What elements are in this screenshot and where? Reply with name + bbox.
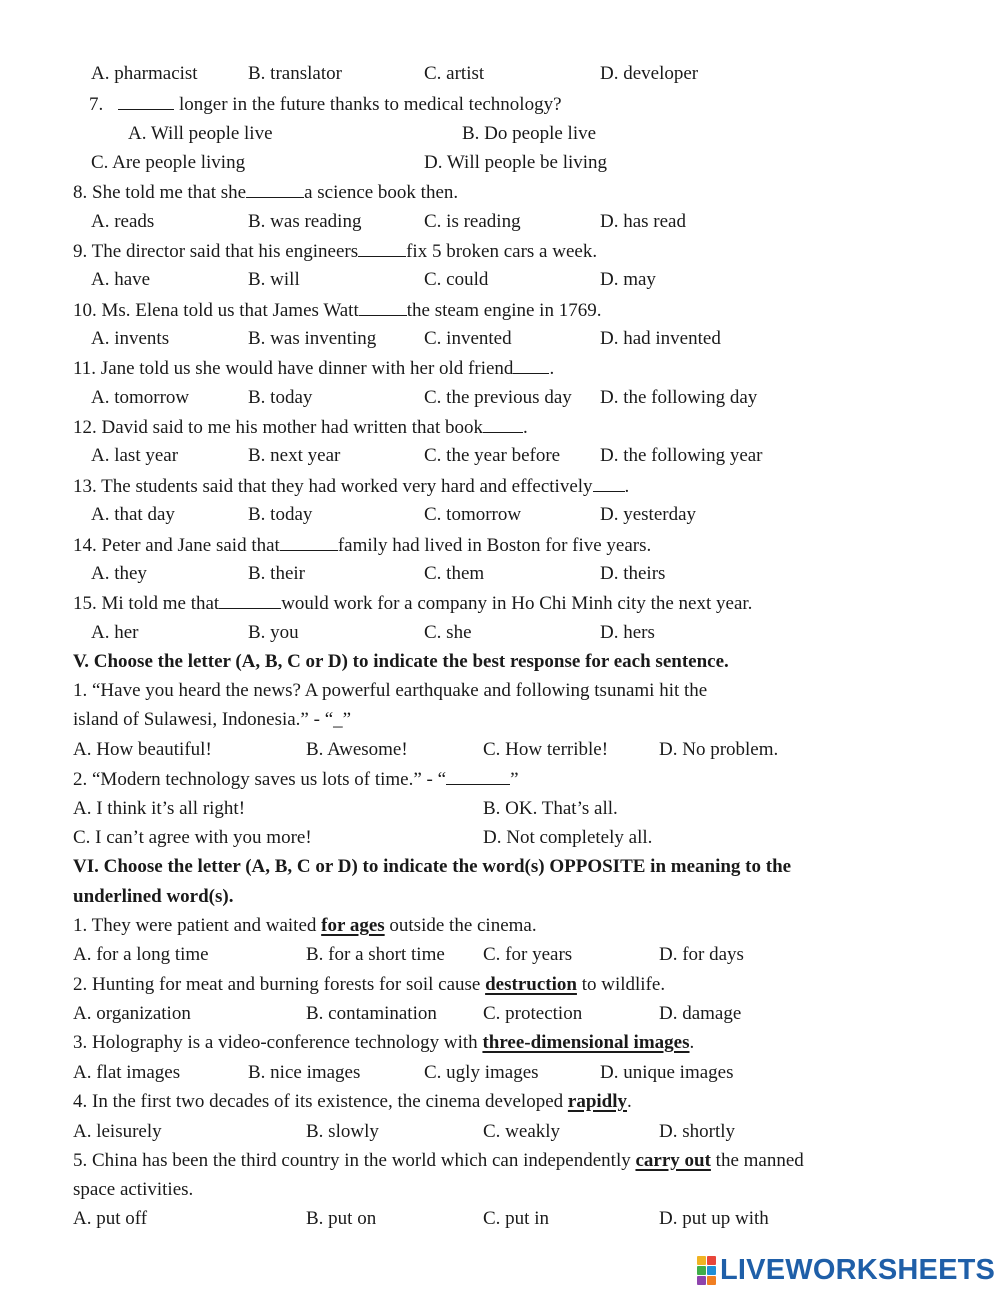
s5-q2-option-c[interactable]: C. I can’t agree with you more! <box>73 827 312 848</box>
s6-q1-stem <box>73 913 537 939</box>
q15-option-a[interactable]: A. her <box>91 622 139 643</box>
s5-q2-text-post: ” <box>510 769 519 790</box>
s6-q5-option-c[interactable]: C. put in <box>483 1208 549 1229</box>
q9-text-post: fix 5 broken cars a week. <box>406 241 598 262</box>
q12-text-pre: 12. David said to me his mother had written that book <box>73 417 484 438</box>
s6-q3-option-a[interactable]: A. flat images <box>73 1062 181 1083</box>
s6-q4-text-post: . <box>627 1091 632 1112</box>
q10-option-a[interactable]: A. invents <box>91 328 170 349</box>
s5-q2-option-a[interactable]: A. I think it’s all right! <box>73 798 246 819</box>
q8-text-pre: 8. She told me that she <box>73 182 247 203</box>
q10-text-post: the steam engine in 1769. <box>406 300 602 321</box>
logo-icon <box>697 1256 716 1285</box>
q6-option-c[interactable]: C. artist <box>424 63 485 84</box>
s6-q2-option-a[interactable]: A. organization <box>73 1003 191 1024</box>
s6-q4-option-c[interactable]: C. weakly <box>483 1121 561 1142</box>
q11-text-post: . <box>549 358 555 379</box>
q8-option-b[interactable]: B. was reading <box>248 211 362 232</box>
q12-text-post: . <box>523 417 528 438</box>
s5-q1-option-b[interactable]: B. Awesome! <box>306 739 408 760</box>
q11-option-d[interactable]: D. the following day <box>600 387 758 408</box>
q12-stem <box>73 414 528 440</box>
q10-option-d[interactable]: D. had invented <box>600 328 721 349</box>
q7-option-b[interactable]: B. Do people live <box>462 123 597 144</box>
q8-option-a[interactable]: A. reads <box>91 211 155 232</box>
s5-q2-stem <box>73 766 519 792</box>
underlined-phrase: three-dimensional images <box>482 1032 690 1053</box>
s6-q1-option-a[interactable]: A. for a long time <box>73 944 209 965</box>
answer-blank[interactable] <box>118 91 174 110</box>
s6-q4-text-pre: 4. In the first two decades of its existence, the cinema developed <box>73 1091 568 1112</box>
q14-option-b[interactable]: B. their <box>248 563 305 584</box>
s5-q2-option-d[interactable]: D. Not completely all. <box>483 827 653 848</box>
q9-stem <box>73 238 597 264</box>
s6-q4-option-a[interactable]: A. leisurely <box>73 1121 162 1142</box>
q6-option-b[interactable]: B. translator <box>248 63 342 84</box>
q12-option-c[interactable]: C. the year before <box>424 445 561 466</box>
q13-option-d[interactable]: D. yesterday <box>600 504 697 525</box>
q8-stem <box>73 179 458 205</box>
s6-q2-stem <box>73 972 665 998</box>
q10-option-b[interactable]: B. was inventing <box>248 328 377 349</box>
q8-text-post: a science book then. <box>304 182 459 203</box>
s5-q1-option-d[interactable]: D. No problem. <box>659 739 779 760</box>
s6-q3-text-pre: 3. Holography is a video-conference technology with <box>73 1032 483 1053</box>
s6-q2-text-post: to wildlife. <box>576 974 666 995</box>
q9-text-pre: 9. The director said that his engineers <box>73 241 359 262</box>
q9-option-d[interactable]: D. may <box>600 269 656 290</box>
answer-blank[interactable] <box>280 532 338 551</box>
q15-text-pre: 15. Mi told me that <box>73 593 220 614</box>
s6-q1-text-pre: 1. They were patient and waited <box>73 915 322 936</box>
q11-option-b[interactable]: B. today <box>248 387 313 408</box>
s6-q5-option-a[interactable]: A. put off <box>73 1208 148 1229</box>
s6-q5-option-d[interactable]: D. put up with <box>659 1208 769 1229</box>
q11-text-pre: 11. Jane told us she would have dinner with her old friend <box>73 358 514 379</box>
q14-text-post: family had lived in Boston for five years. <box>337 535 652 556</box>
s6-q2-text-pre: 2. Hunting for meat and burning forests for soil cause <box>73 974 486 995</box>
answer-blank[interactable] <box>358 238 406 257</box>
answer-blank[interactable] <box>219 590 281 609</box>
answer-blank[interactable] <box>246 179 304 198</box>
q11-option-a[interactable]: A. tomorrow <box>91 387 190 408</box>
q6-option-d[interactable]: D. developer <box>600 63 699 84</box>
q7-option-a[interactable]: A. Will people live <box>128 123 273 144</box>
underlined-phrase: carry out <box>635 1150 711 1171</box>
s6-q3-option-c[interactable]: C. ugly images <box>424 1062 539 1083</box>
q14-text-pre: 14. Peter and Jane said that <box>73 535 280 556</box>
s5-q1-stem-line1: 1. “Have you heard the news? A powerful earthquake and following tsunami hit the <box>73 680 708 701</box>
s5-q1-option-a[interactable]: A. How beautiful! <box>73 739 212 760</box>
underlined-phrase: rapidly <box>567 1091 628 1112</box>
q13-stem <box>73 473 629 499</box>
q6-option-a[interactable]: A. pharmacist <box>91 63 198 84</box>
answer-blank[interactable] <box>593 473 625 492</box>
q7-option-c[interactable]: C. Are people living <box>91 152 246 173</box>
q8-option-c[interactable]: C. is reading <box>424 211 521 232</box>
q15-text-post: would work for a company in Ho Chi Minh city the next year. <box>281 593 753 614</box>
s6-q3-stem <box>73 1030 694 1056</box>
q11-option-c[interactable]: C. the previous day <box>424 387 572 408</box>
s6-q2-option-b[interactable]: B. contamination <box>306 1003 437 1024</box>
q7-option-d[interactable]: D. Will people be living <box>424 152 608 173</box>
q13-option-a[interactable]: A. that day <box>91 504 175 525</box>
q9-option-a[interactable]: A. have <box>91 269 151 290</box>
s6-q3-text-post: . <box>689 1032 695 1053</box>
s6-q1-option-c[interactable]: C. for years <box>483 944 573 965</box>
logo-text: LIVEWORKSHEETS <box>720 1253 996 1286</box>
q9-option-c[interactable]: C. could <box>424 269 489 290</box>
answer-blank[interactable] <box>513 355 549 374</box>
answer-blank[interactable] <box>483 414 523 433</box>
q14-option-c[interactable]: C. them <box>424 563 485 584</box>
q15-option-d[interactable]: D. hers <box>600 622 655 643</box>
s6-q5-stem-line1 <box>73 1148 804 1174</box>
s5-q2-option-b[interactable]: B. OK. That’s all. <box>483 798 618 819</box>
section-6-heading-line1: VI. Choose the letter (A, B, C or D) to indicate the word(s) OPPOSITE in meaning to the <box>73 856 792 877</box>
s6-q3-option-b[interactable]: B. nice images <box>248 1062 361 1083</box>
q13-text-pre: 13. The students said that they had worked very hard and effectively <box>73 476 593 497</box>
answer-blank[interactable] <box>359 297 407 316</box>
s6-q3-option-d[interactable]: D. unique images <box>600 1062 734 1083</box>
q10-option-c[interactable]: C. invented <box>424 328 512 349</box>
q15-option-c[interactable]: C. she <box>424 622 472 643</box>
q14-stem <box>73 532 651 558</box>
q11-stem <box>73 355 554 381</box>
q13-option-c[interactable]: C. tomorrow <box>424 504 522 525</box>
s6-q4-option-d[interactable]: D. shortly <box>659 1121 735 1142</box>
q10-text-pre: 10. Ms. Elena told us that James Watt <box>73 300 359 321</box>
underlined-phrase: for ages <box>321 915 385 936</box>
section-5-heading: V. Choose the letter (A, B, C or D) to indicate the best response for each sentence. <box>73 651 729 672</box>
q14-option-d[interactable]: D. theirs <box>600 563 666 584</box>
s6-q2-option-c[interactable]: C. protection <box>483 1003 583 1024</box>
s6-q5-option-b[interactable]: B. put on <box>306 1208 377 1229</box>
s5-q2-text-pre: 2. “Modern technology saves us lots of time.” - “ <box>73 769 447 790</box>
s6-q1-option-b[interactable]: B. for a short time <box>306 944 445 965</box>
s6-q1-text-post: outside the cinema. <box>384 915 537 936</box>
s6-q5-text-pre: 5. China has been the third country in the world which can independently <box>73 1150 636 1171</box>
q15-stem <box>73 590 752 616</box>
answer-blank[interactable] <box>446 766 510 785</box>
q13-text-post: . <box>624 476 630 497</box>
q7-text: longer in the future thanks to medical technology? <box>174 94 562 115</box>
q8-option-d[interactable]: D. has read <box>600 211 686 232</box>
q13-option-b[interactable]: B. today <box>248 504 313 525</box>
s6-q5-stem-line2: space activities. <box>73 1179 194 1200</box>
q15-option-b[interactable]: B. you <box>248 622 299 643</box>
s5-q1-stem-line2: island of Sulawesi, Indonesia.” - “_” <box>73 709 352 730</box>
q9-option-b[interactable]: B. will <box>248 269 300 290</box>
q7-stem <box>89 91 562 117</box>
q7-number: 7. <box>89 94 104 115</box>
underlined-phrase: destruction <box>485 974 577 995</box>
q12-option-d[interactable]: D. the following year <box>600 445 763 466</box>
q12-option-a[interactable]: A. last year <box>91 445 179 466</box>
section-6-heading-line2: underlined word(s). <box>73 886 234 907</box>
s6-q4-option-b[interactable]: B. slowly <box>306 1121 379 1142</box>
s6-q5-text-post: the manned <box>710 1150 804 1171</box>
q14-option-a[interactable]: A. they <box>91 563 147 584</box>
s6-q4-stem <box>73 1089 632 1115</box>
s5-q1-option-c[interactable]: C. How terrible! <box>483 739 609 760</box>
liveworksheets-logo[interactable] <box>697 1254 995 1286</box>
s6-q1-option-d[interactable]: D. for days <box>659 944 744 965</box>
q12-option-b[interactable]: B. next year <box>248 445 341 466</box>
q10-stem <box>73 297 601 323</box>
s6-q2-option-d[interactable]: D. damage <box>659 1003 742 1024</box>
